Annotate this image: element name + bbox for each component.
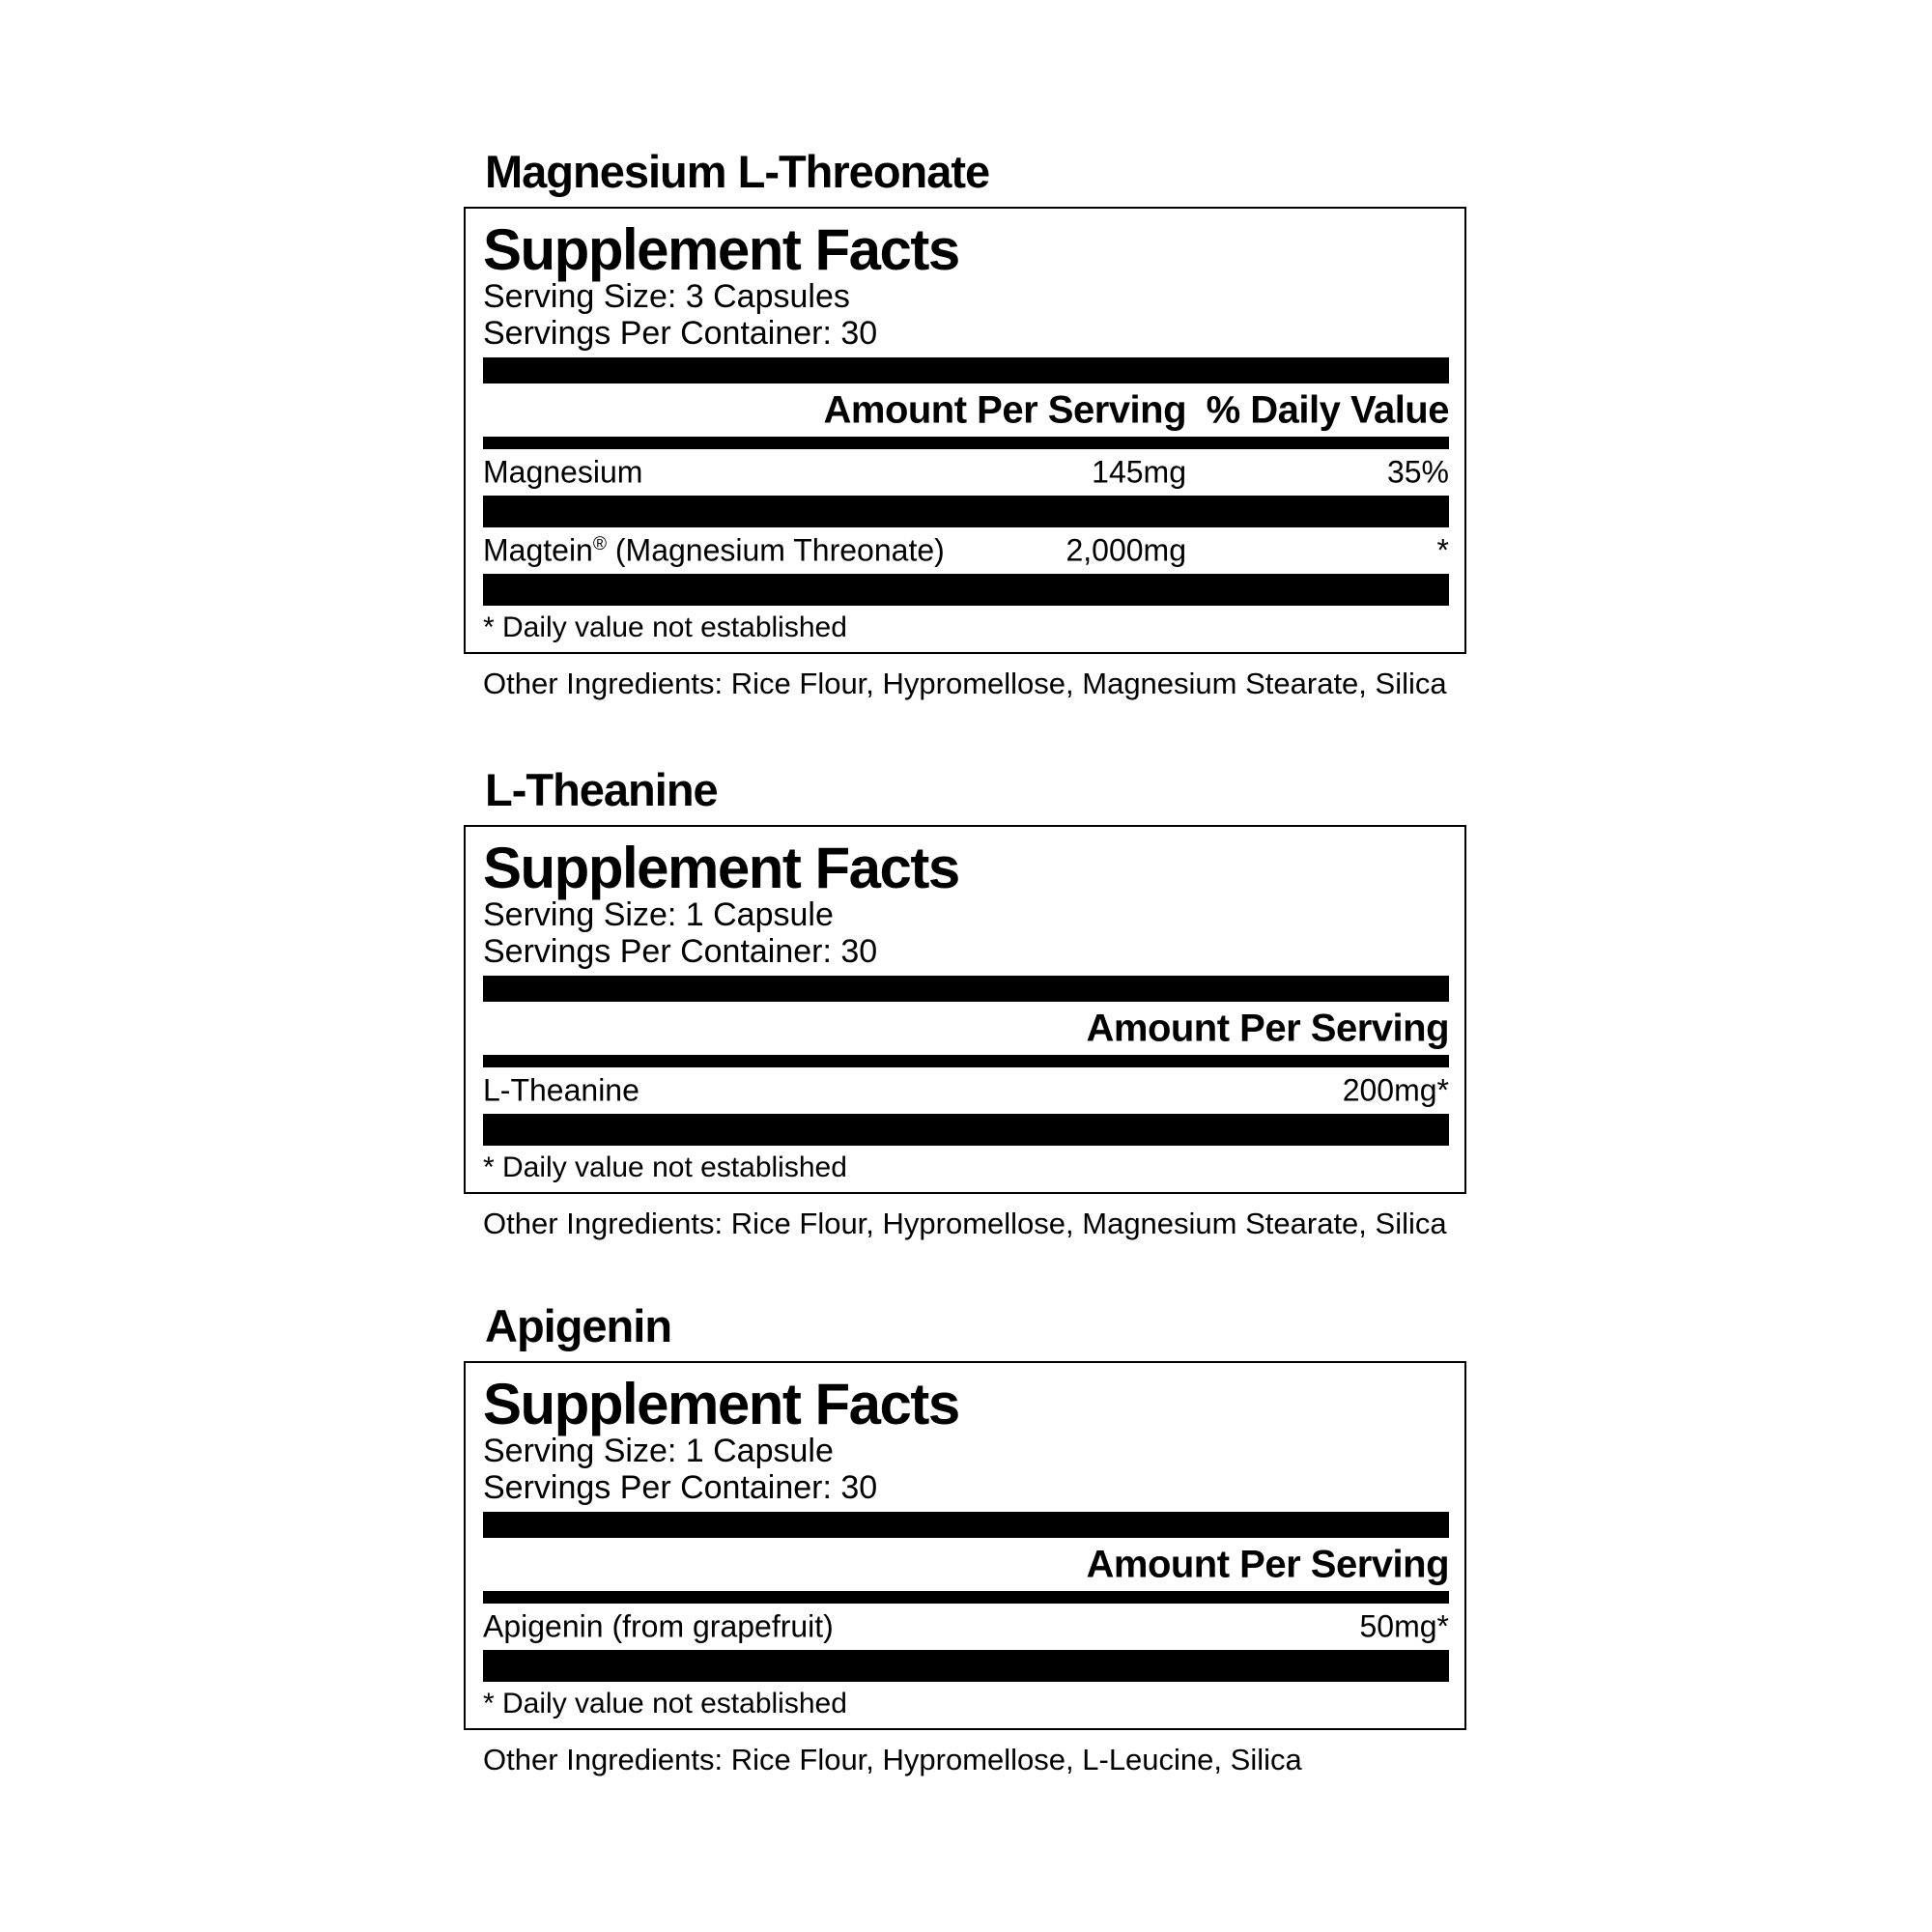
supplement-facts-heading: Supplement Facts — [483, 217, 959, 282]
ingredient-name-text: Magtein — [483, 532, 593, 568]
facts-header-row — [483, 384, 1449, 437]
ingredient-name-text: Apigenin (from grapefruit) — [483, 1608, 834, 1644]
ingredient-name-text: Magnesium — [483, 454, 643, 490]
ingredient-name — [483, 455, 642, 491]
supplement-panel-apigenin — [464, 1299, 1466, 1777]
panel-title: Apigenin — [485, 1300, 672, 1351]
facts-header-row — [483, 1538, 1449, 1591]
supplement-panel-l-theanine — [464, 763, 1466, 1241]
divider-bar-thin — [483, 437, 1449, 449]
servings-per-container: Servings Per Container: 30 — [483, 933, 878, 970]
servings-per-container: Servings Per Container: 30 — [483, 315, 878, 352]
amount-per-serving-header: Amount Per Serving — [823, 388, 1186, 431]
table-row — [483, 1067, 1449, 1114]
divider-bar-thick — [483, 1114, 1449, 1146]
serving-size: Serving Size: 1 Capsule — [483, 896, 834, 933]
divider-bar-thick — [483, 574, 1449, 606]
other-ingredients: Other Ingredients: Rice Flour, Hypromellose, Magnesium Stearate, Silica — [483, 667, 1447, 700]
amount-per-serving-header: Amount Per Serving — [1086, 1007, 1449, 1049]
ingredient-amount: 2,000mg — [1065, 532, 1186, 568]
facts-header-row — [483, 1002, 1449, 1055]
other-ingredients: Other Ingredients: Rice Flour, Hypromellose, L-Leucine, Silica — [483, 1743, 1302, 1776]
supplement-facts-box — [464, 207, 1466, 654]
daily-value-header: % Daily Value — [1206, 388, 1449, 431]
serving-size: Serving Size: 3 Capsules — [483, 278, 850, 315]
divider-bar-thin — [483, 1055, 1449, 1067]
supplement-facts-heading: Supplement Facts — [483, 836, 959, 900]
ingredient-name-text: L-Theanine — [483, 1072, 639, 1108]
ingredient-amount: 50mg* — [1359, 1608, 1449, 1644]
divider-bar-thick — [483, 1650, 1449, 1682]
daily-value-footnote: * Daily value not established — [483, 1151, 847, 1183]
ingredient-amount: 200mg* — [1342, 1072, 1449, 1108]
amount-per-serving-header: Amount Per Serving — [1086, 1543, 1449, 1585]
ingredient-daily-value: 35% — [1386, 454, 1449, 490]
ingredient-name-rest: (Magnesium Threonate) — [606, 532, 945, 568]
table-row — [483, 449, 1449, 496]
supplement-panel-magnesium-l-threonate — [464, 145, 1466, 701]
servings-per-container: Servings Per Container: 30 — [483, 1469, 878, 1506]
ingredient-name — [483, 1609, 834, 1645]
other-ingredients: Other Ingredients: Rice Flour, Hypromellose, Magnesium Stearate, Silica — [483, 1207, 1447, 1240]
registered-trademark: ® — [592, 533, 607, 554]
table-row — [483, 527, 1449, 574]
daily-value-footnote: * Daily value not established — [483, 1688, 847, 1719]
supplement-facts-heading: Supplement Facts — [483, 1372, 959, 1436]
daily-value-footnote: * Daily value not established — [483, 611, 847, 643]
panel-title: L-Theanine — [485, 764, 718, 815]
supplement-facts-box — [464, 825, 1466, 1194]
ingredient-name — [483, 533, 945, 569]
divider-bar-thick — [483, 976, 1449, 1002]
ingredient-amount: 145mg — [1092, 454, 1186, 490]
ingredient-name — [483, 1073, 639, 1109]
supplement-facts-box — [464, 1361, 1466, 1730]
table-row — [483, 1604, 1449, 1650]
serving-size: Serving Size: 1 Capsule — [483, 1433, 834, 1469]
divider-bar-thin — [483, 1591, 1449, 1604]
panel-title: Magnesium L-Threonate — [485, 146, 990, 197]
ingredient-daily-value: * — [1436, 532, 1449, 568]
divider-bar-thick — [483, 357, 1449, 384]
divider-bar-thick — [483, 1512, 1449, 1538]
divider-bar-thick — [483, 496, 1449, 527]
